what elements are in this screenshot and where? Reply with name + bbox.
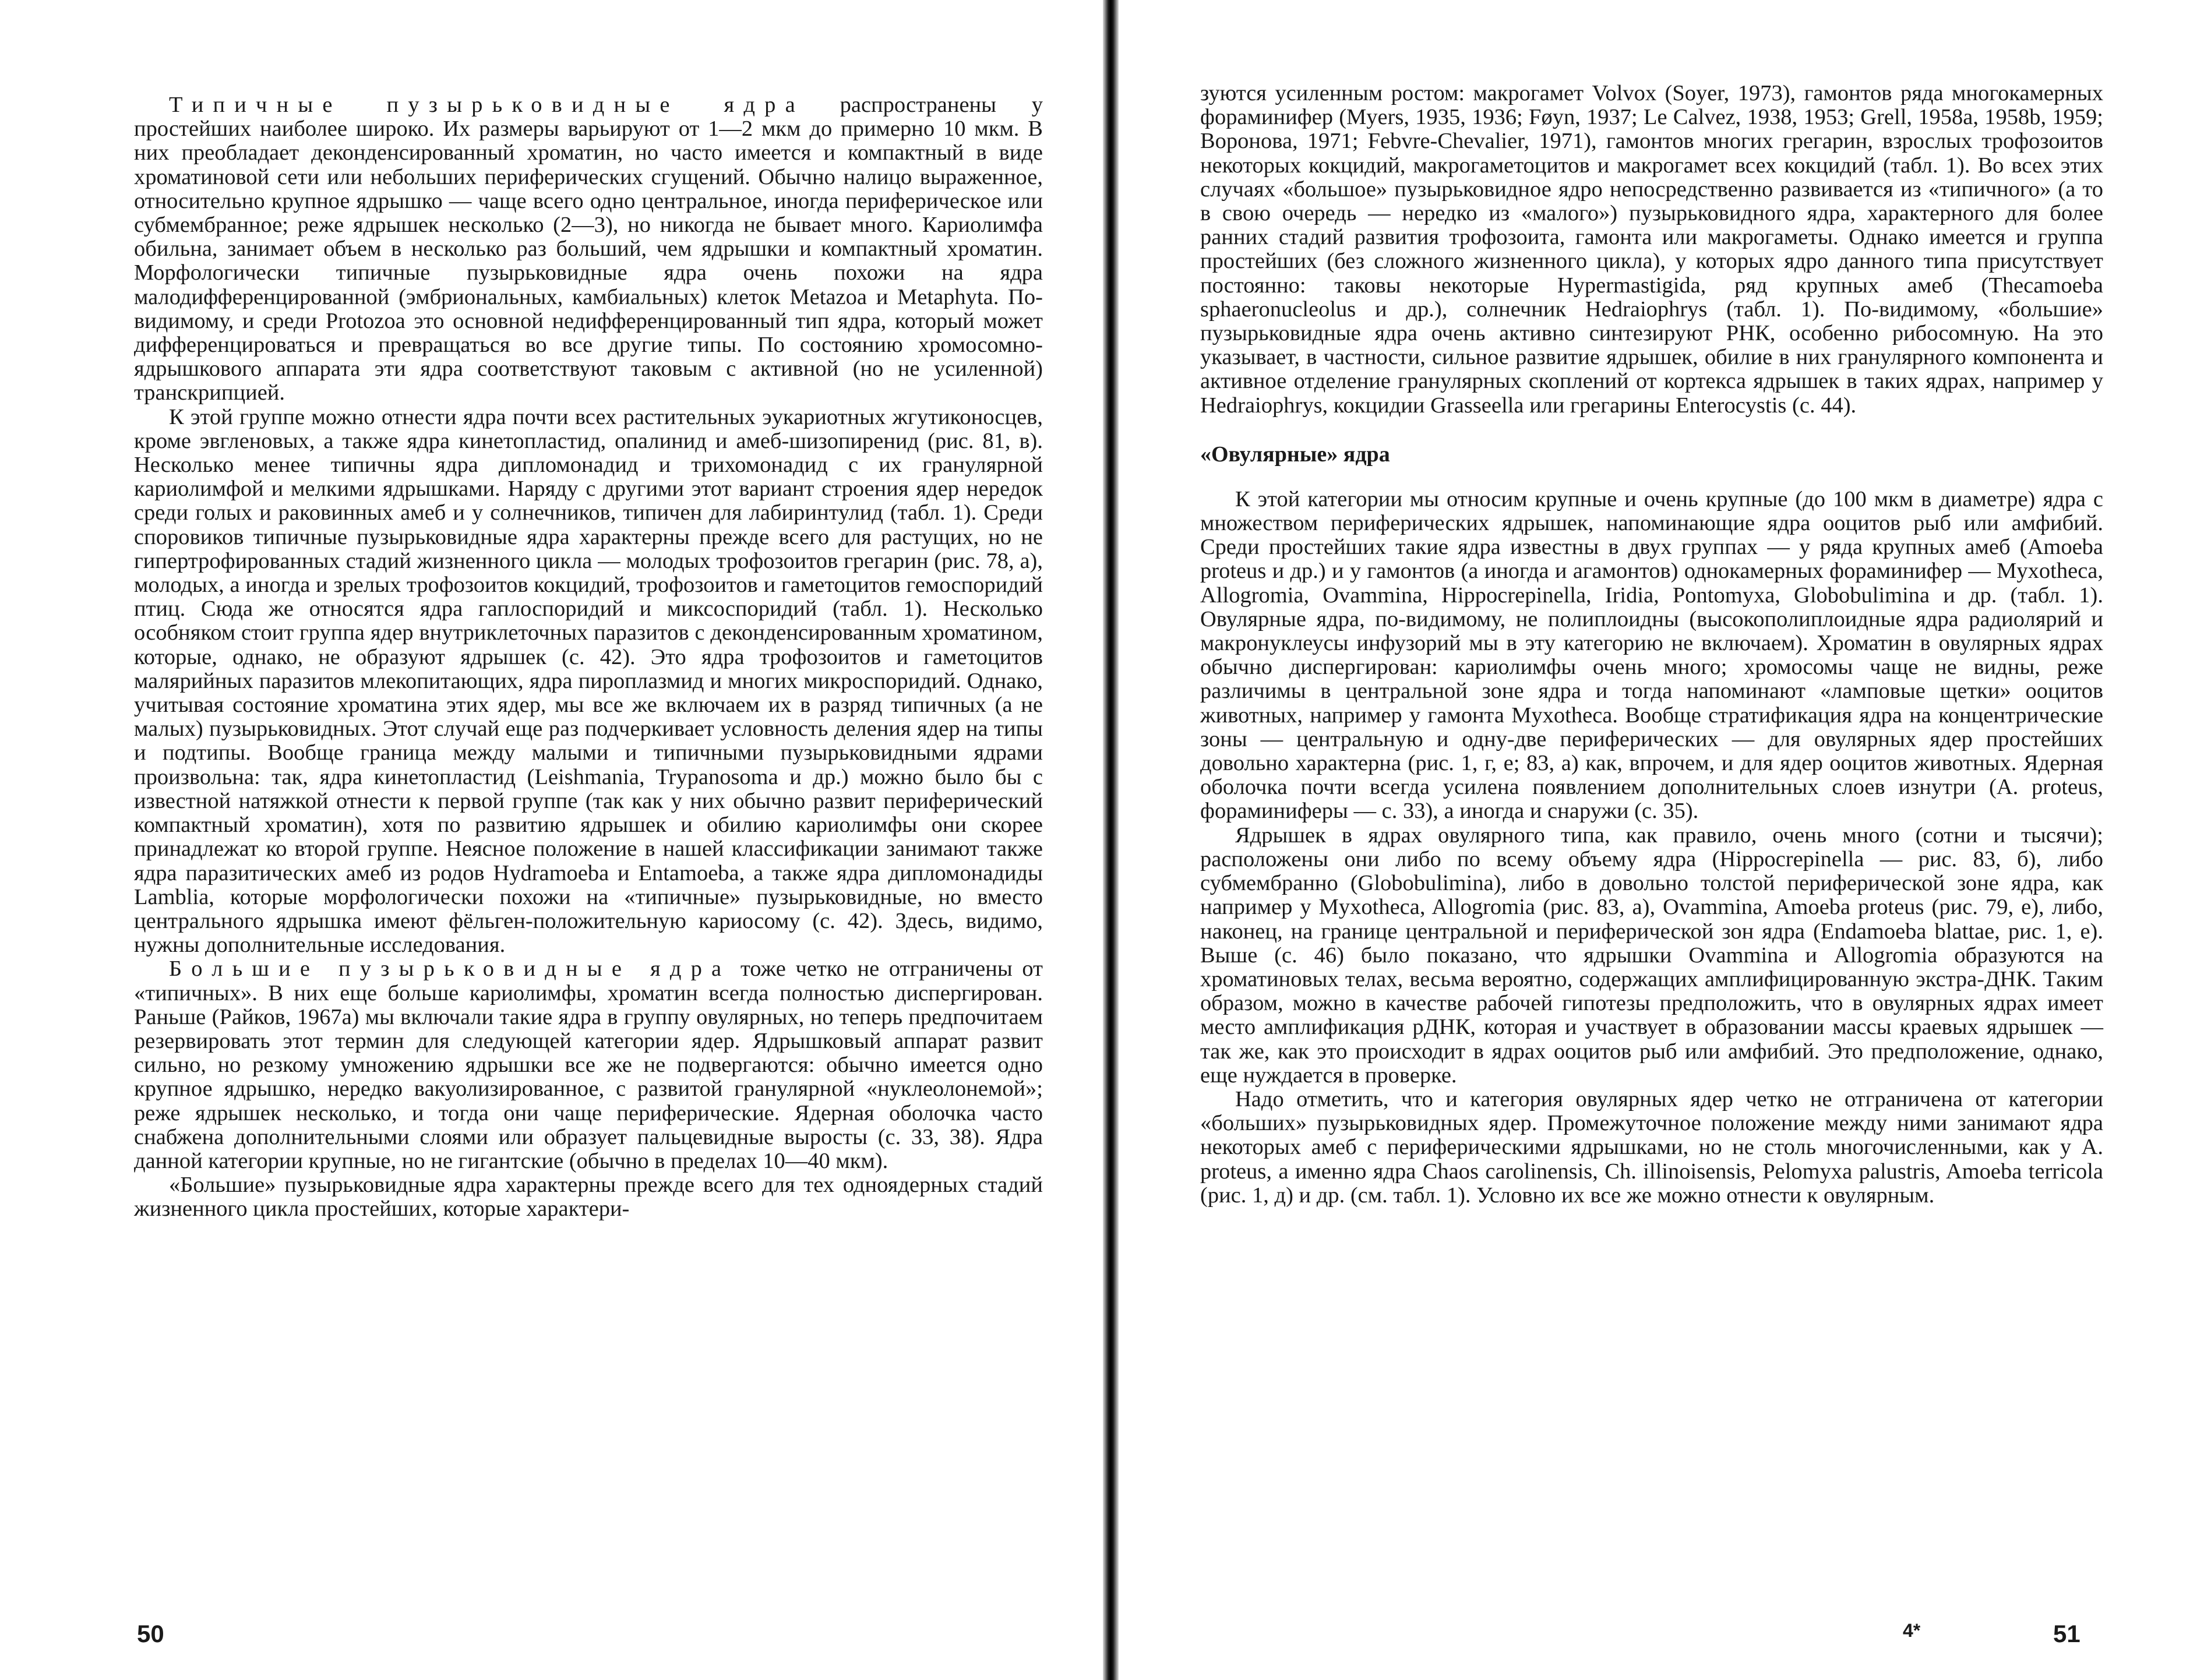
spaced-lead-typical: Типичные пузырьковидные ядра: [169, 93, 805, 117]
right-text-column: [1200, 82, 2103, 1208]
left-paragraph-4: «Большие» пузырьковидные ядра характерны прежде всего для тех одноядерных стадий жизненного цикла простейших, которые характери-: [134, 1173, 1043, 1222]
page-number-left: 50: [137, 1620, 164, 1647]
left-paragraph-3-text: тоже четко не отграничены от «типичных». В них еще больше кариолимфы, хроматин всегда полностью диспергирован. Раньше (Райков, 1967а) мы включали такие ядра в группу овулярных, но теперь предпочитаем резервировать этот термин для следующей категории ядер. Ядрышковый аппарат развит сильно, но резкому умножению ядрышки все же не подвергаются: обычно имеется одно крупное ядрышко, нередко вакуолизированное, с развитой гранулярной «нуклеолонемой»; реже ядрышек несколько, и тогда они чаще периферические. Ядерная оболочка часто снабжена дополнительными слоями или образует пальцевидные выросты (с. 33, 38). Ядра данной категории крупные, но не гигантские (обычно в пределах 10—40 мкм).: [134, 957, 1043, 1173]
left-paragraph-1: [134, 93, 1043, 405]
left-text-column: [134, 93, 1043, 1222]
spaced-lead-large: Большие пузырьковидные ядра: [169, 957, 731, 982]
right-paragraph-1: К этой категории мы относим крупные и очень крупные (до 100 мкм в диаметре) ядра с множеством периферических ядрышек, напоминающие ядра ооцитов рыб или амфибий. Среди простейших такие ядра известны в двух группах — у ряда крупных амеб (Amoeba proteus и др.) и у гамонтов (а иногда и агамонтов) однокамерных фораминифер — Myxotheca, Allogromia, Ovammina, Hippocrepinella, Iridia, Pontomyxa, Globobulimina и др. (табл. 1). Овулярные ядра, по-видимому, не полиплоидны (высокополиплоидные ядра радиолярий и макронуклеусы инфузорий мы в эту категорию не включаем). Хроматин в овулярных ядрах обычно диспергирован: кариолимфы очень много; хромосомы чаще не видны, реже различимы в центральной зоне ядра и тогда напоминают «ламповые щетки» ооцитов животных, например у гамонта Myxotheca. Вообще стратификация ядра на концентрические зоны — центральную и одну-две периферических — для овулярных ядер простейших довольно характерна (рис. 1, г, е; 83, а) как, впрочем, и для ядер ооцитов животных. Ядерная оболочка почти всегда усилена появлением дополнительных слоев изнутри (A. proteus, фораминиферы — с. 33), а иногда и снаружи (с. 35).: [1200, 486, 2103, 824]
right-page: [1119, 0, 2204, 1680]
right-paragraph-3: Надо отметить, что и категория овулярных ядер четко не отграничена от категории «больших» пузырьковидных ядер. Промежуточное положение между ними занимают ядра некоторых амеб с периферическими ядрышками, но не столь многочисленными, как у A. proteus, а именно ядра Chaos carolinensis, Ch. illinoisensis, Pelomyxa palustris, Amoeba terricola (рис. 1, д) и др. (см. табл. 1). Условно их все же можно отнести к овулярным.: [1200, 1086, 2103, 1208]
left-paragraph-1-text: распространены у простейших наиболее широко. Их размеры варьируют от 1—2 мкм до примерно 10 мкм. В них преобладает деконденсированный хроматин, но часто имеется и компактный в виде хроматиновой сети или небольших периферических сгущений. Обычно налицо выраженное, относительно крупное ядрышко — чаще всего одно центральное, иногда периферическое или субмембранное; реже ядрышек несколько (2—3), но никогда не бывает много. Кариолимфа обильна, занимает объем в несколько раз больший, чем ядрышки и компактный хроматин. Морфологически типичные пузырьковидные ядра очень похожи на ядра малодифференцированной (эмбриональных, камбиальных) клеток Metazoa и Metaphyta. По-видимому, и среди Protozoa это основной недифференцированный тип ядра, который может дифференцироваться и превращаться во все другие типы. По состоянию хромосомно-ядрышкового аппарата эти ядра соответствуют таковым с активной (но не усиленной) транскрипцией.: [134, 93, 1043, 405]
right-paragraph-continued: зуются усиленным ростом: макрогамет Volvox (Soyer, 1973), гамонтов ряда многокамерных фораминифер (Myers, 1935, 1936; Føyn, 1937; Le Calvez, 1938, 1953; Grell, 1958a, 1958b, 1959; Воронова, 1971; Febvre-Chevalier, 1971), гамонтов многих грегарин, взрослых трофозоитов некоторых кокцидий, макрогаметоцитов и макрогамет всех кокцидий (табл. 1). Во всех этих случаях «большое» пузырьковидное ядро непосредственно развивается из «типичного» (а то в свою очередь — нередко из «малого») пузырьковидного ядра, характерного для более ранних стадий развития трофозоита, гамонта или макрогаметы. Однако имеется и группа простейших (без сложного жизненного цикла), у которых ядро данного типа присутствует постоянно: таковы некоторые Hypermastigida, ряд крупных амеб (Thecamoeba sphaeronucleolus и др.), солнечник Hedraiophrys (табл. 1). По-видимому, «большие» пузырьковидные ядра очень активно синтезируют РНК, особенно рибосомную. На это указывает, в частности, сильное развитие ядрышек, обилие в них гранулярного компонента и активное отделение гранулярных скоплений от кортекса ядрышек в таких ядрах, например у Hedraiophrys, кокцидии Grasseella или грегарины Enterocystis (с. 44).: [1200, 81, 2103, 418]
right-paragraph-2: Ядрышек в ядрах овулярного типа, как правило, очень много (сотни и тысячи); расположены они либо по всему объему ядра (Hippocrepinella — рис. 83, б), либо субмембранно (Globobulimina), либо в довольно толстой периферической зоне ядра, как например у Myxotheca, Allogromia (рис. 83, а), Ovammina, Amoeba proteus (рис. 79, е), либо, наконец, на границе центральной и периферической зон ядра (Endamoeba blattae, рис. 1, е). Выше (с. 46) было показано, что ядрышки Ovammina и Allogromia образуются на хроматиновых телах, весьма вероятно, содержащих амплифицированную экстра-ДНК. Таким образом, можно в качестве рабочей гипотезы предположить, что в овулярных ядрах имеет место амплификация рДНК, которая и участвует в образовании массы краевых ядрышек — так же, как это происходит в ядрах ооцитов рыб или амфибий. Это предположение, однако, еще нуждается в проверке.: [1200, 823, 2103, 1088]
signature-mark: 4*: [1903, 1620, 1921, 1641]
page-number-right: 51: [2053, 1620, 2080, 1647]
book-spine: [1103, 0, 1119, 1680]
section-heading-ovular: «Овулярные» ядра: [1200, 442, 1390, 467]
left-paragraph-3: [134, 957, 1043, 1173]
left-paragraph-2: К этой группе можно отнести ядра почти всех растительных эукариотных жгутиконосцев, кроме эвгленовых, а также ядра кинетопластид, опалинид и амеб-шизопиренид (рис. 81, в). Несколько менее типичны ядра дипломонадид и трихомонадид с их гранулярной кариолимфой и мелкими ядрышками. Наряду с другими этот вариант строения ядер нередок среди голых и раковинных амеб и у солнечников, типичен для лабиринтулид (табл. 1). Среди споровиков типичные пузырьковидные ядра характерны прежде всего для растущих, но не гипертрофированных стадий жизненного цикла — молодых трофозоитов грегарин (рис. 78, а), молодых, а иногда и зрелых трофозоитов кокцидий, трофозоитов и гаметоцитов гемоспоридий птиц. Сюда же относятся ядра гаплоспоридий и миксоспоридий (табл. 1). Несколько особняком стоит группа ядер внутриклеточных паразитов с деконденсированным хроматином, которые, однако, не образуют ядрышек (с. 42). Это ядра трофозоитов и гаметоцитов малярийных паразитов млекопитающих, ядра пироплазмид и многих микроспоридий. Однако, учитывая состояние хроматина этих ядер, мы все же включаем их в разряд типичных (а не малых) пузырьковидных. Этот случай еще раз подчеркивает условность деления ядер на типы и подтипы. Вообще граница между малыми и типичными пузырьковидными ядрами произвольна: так, ядра кинетопластид (Leishmania, Trypanosoma и др.) можно было бы с известной натяжкой отнести к первой группе (так как у них обычно развит периферический компактный хроматин), хотя по развитию ядрышек и обилию кариолимфы они скорее принадлежат ко второй группе. Неясное положение в нашей классификации занимают также ядра паразитических амеб из родов Hydramoeba и Entamoeba, а также ядра дипломонадиды Lamblia, которые морфологически похожи на «типичные» пузырьковидные, но вместо центрального ядрышка имеют фёльген-положительную кариосому (с. 42). Здесь, видимо, нужны дополнительные исследования.: [134, 404, 1043, 958]
